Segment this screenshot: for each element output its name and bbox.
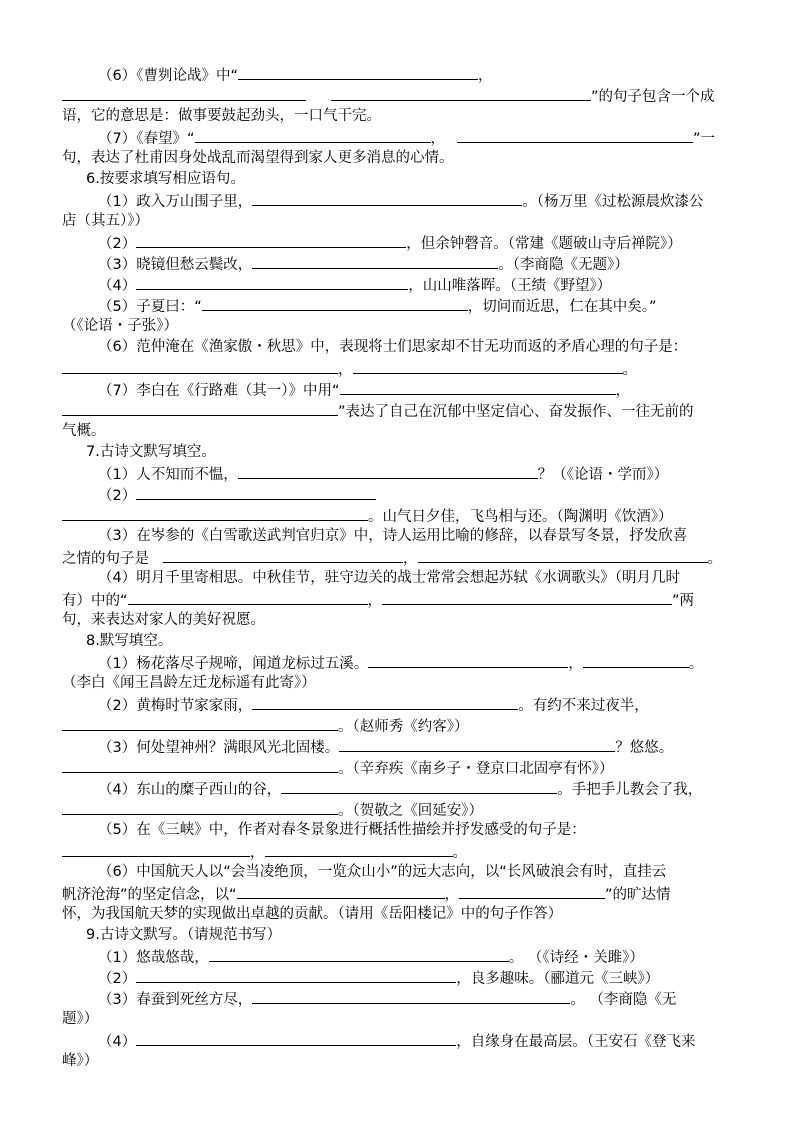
text: 。手把手儿教会了我， [557, 782, 703, 798]
text: ？悠悠。 [615, 740, 674, 756]
q8-item3-line1 [98, 736, 673, 758]
blank[interactable] [583, 652, 689, 668]
q7-item2-line2 [62, 505, 673, 527]
text: 9.古诗文默写。（请规范书写） [86, 927, 282, 943]
q7-item3-line1 [98, 526, 687, 546]
blank[interactable] [252, 988, 570, 1004]
text: 店（其五）》） [62, 213, 149, 229]
text: （5）在《三峡》中，作者对春冬景象进行概括性描绘并抒发感受的句子是： [98, 822, 586, 838]
blank[interactable] [136, 484, 376, 500]
blank[interactable] [209, 946, 509, 962]
blank[interactable] [136, 232, 406, 248]
q6-item6-line1 [98, 337, 687, 357]
text: 句，来表达对家人的美好祝愿。 [62, 612, 265, 628]
q6-item1-line2 [62, 211, 149, 231]
text: （3）何处望神州？满眼风光北固楼。 [98, 740, 340, 756]
text: 之情的句子是 [62, 551, 149, 567]
text: （1）杨花落尽子规啼，闻道龙标过五溪。 [98, 656, 369, 672]
q5-item6-line2 [62, 85, 715, 107]
blank[interactable] [252, 253, 498, 269]
q5-item7-line2 [62, 148, 454, 168]
blank[interactable] [62, 715, 338, 731]
text: ， [615, 383, 630, 399]
text: （2） [98, 971, 137, 987]
text: 。 [452, 845, 467, 861]
q9-item1 [98, 946, 644, 968]
q8-item6-line3 [62, 904, 562, 924]
text: （1）悠哉悠哉， [98, 950, 209, 966]
blank[interactable] [237, 883, 445, 899]
q8-item6-line1 [98, 862, 666, 882]
text: ， [478, 68, 493, 84]
text: 帆济沧海”的坚定信念，以“ [62, 887, 237, 903]
text: （2）黄梅时节家家雨， [98, 698, 253, 714]
text: 。 [707, 551, 722, 567]
text: （6）中国航天人以“会当凌绝顶，一览众山小”的远大志向，以“长风破浪会有时，直挂云 [98, 864, 667, 880]
blank[interactable] [353, 358, 623, 374]
q9-item4-line1 [98, 1030, 695, 1052]
text: ， [338, 362, 353, 378]
text: 。（贺敬之《回延安》） [338, 803, 483, 819]
q7-item4-line1 [98, 568, 680, 588]
text: 句，表达了杜甫因身处战乱而渴望得到家人更多消息的心情。 [62, 150, 454, 166]
text: 题》） [62, 1011, 99, 1027]
text: 。 （李商隐《无 [570, 992, 677, 1008]
text: （6）范仲淹在《渔家傲・秋思》中，表现将士们思家却不甘无功而返的矛盾心理的句子是： [98, 339, 688, 355]
q9-heading [86, 925, 281, 945]
text: ， [367, 593, 383, 609]
q6-item7-line2 [62, 400, 694, 422]
text: （3）晓镜但愁云鬓改， [98, 257, 253, 273]
text: 峰》） [62, 1053, 99, 1069]
text: （5）子夏曰：“ [98, 299, 202, 315]
text: 。有约不来过夜半， [518, 698, 649, 714]
text: （2） [98, 488, 137, 504]
q7-item4-line2 [62, 589, 694, 611]
q6-item3 [98, 253, 629, 275]
q7-heading [86, 442, 216, 462]
text: 语，它的意思是：做事要鼓起劲头，一口气干完。 [62, 108, 381, 124]
text: ， [250, 845, 265, 861]
blank[interactable] [339, 736, 615, 752]
q7-item1 [98, 463, 668, 485]
blank[interactable] [457, 127, 693, 143]
blank[interactable] [62, 358, 338, 374]
text: （7）《春望》“ [98, 131, 195, 147]
blank[interactable] [368, 652, 568, 668]
text: 。山气日夕佳，飞鸟相与还。（陶渊明《饮酒》） [368, 509, 673, 525]
blank[interactable] [62, 505, 368, 521]
q8-item1-line1 [98, 652, 703, 674]
text: 。 （《诗经・关雎》） [508, 950, 644, 966]
blank[interactable] [163, 547, 403, 563]
q8-item2-line2 [62, 715, 469, 737]
blank[interactable] [62, 841, 250, 857]
text: ，自缘身在最高层。（王安石《登飞来 [456, 1034, 696, 1050]
text: 。（辛弃疾《南乡子・登京口北固亭有怀》） [338, 761, 614, 777]
q6-item6-line2 [62, 358, 637, 380]
q6-item5-line2 [62, 316, 178, 336]
text: （4）东山的糜子西山的谷， [98, 782, 282, 798]
text: ， [403, 551, 418, 567]
text: 气概。 [62, 423, 106, 439]
text: （3）春蚕到死丝方尽， [98, 992, 253, 1008]
blank[interactable] [136, 1030, 456, 1046]
q8-item5-line2 [62, 841, 467, 863]
q6-item1-line1 [98, 190, 703, 212]
text: （1）人不知而不愠， [98, 467, 238, 483]
text: ，切问而近思，仁在其中矣。” [467, 299, 657, 315]
q6-heading [86, 169, 245, 189]
q6-item4 [98, 274, 611, 296]
blank[interactable] [62, 85, 306, 101]
text: 。（李商隐《无题》） [498, 257, 629, 273]
blank[interactable] [136, 274, 408, 290]
blank[interactable] [136, 967, 456, 983]
blank[interactable] [238, 463, 538, 479]
text: （7）李白在《行路难（其一）》中用“ [98, 383, 340, 399]
q8-item5-line1 [98, 820, 586, 840]
blank[interactable] [128, 589, 368, 605]
text: 怀，为我国航天梦的实现做出卓越的贡献。（请用《岳阳楼记》中的句子作答） [62, 906, 563, 922]
blank[interactable] [62, 400, 338, 416]
text: ”一 [693, 131, 716, 147]
text: ， [444, 887, 460, 903]
text: 。（杨万里《过松源晨炊漆公 [522, 194, 704, 210]
q8-item1-line2 [62, 673, 316, 693]
blank[interactable] [62, 757, 338, 773]
text: （4）明月千里寄相思。中秋佳节，驻守边关的战士常常会想起苏轼《水调歌头》（明月几时 [98, 570, 680, 586]
q9-item4-line2 [62, 1051, 98, 1071]
text: ，良多趣味。（郦道元《三峡》） [456, 971, 660, 987]
text: 6.按要求填写相应语句。 [86, 171, 245, 187]
text: ？（《论语・学而》） [537, 467, 669, 483]
q9-item3-line2 [62, 1009, 98, 1029]
q6-item5-line1 [98, 295, 657, 317]
text: 8.默写填空。 [86, 633, 173, 649]
text: （1）政入万山围子里， [98, 194, 253, 210]
text: （2） [98, 236, 137, 252]
text: 。（赵师秀《约客》） [338, 719, 469, 735]
q6-item7-line3 [62, 421, 106, 441]
blank[interactable] [252, 694, 518, 710]
blank[interactable] [238, 64, 478, 80]
q7-item3-line2 [62, 547, 722, 569]
q5-item7-line1 [98, 127, 715, 149]
text: ， [568, 656, 583, 672]
text: ”表达了自己在沉郁中坚定信心、奋发振作、一往无前的 [338, 404, 694, 420]
text: ”两 [672, 593, 695, 609]
text: ”的句子包含一个成 [591, 89, 715, 105]
text: ”的旷达情 [605, 887, 671, 903]
q8-item4-line2 [62, 799, 483, 821]
blank[interactable] [340, 379, 616, 395]
text: （4） [98, 278, 137, 294]
text: ，山山唯落晖。（王绩《野望》） [408, 278, 612, 294]
blank[interactable] [281, 778, 557, 794]
blank[interactable] [62, 799, 338, 815]
text: （李白《闻王昌龄左迁龙标遥有此寄》） [62, 675, 316, 691]
q7-item2-line1 [98, 484, 376, 506]
q5-item6-line1 [98, 64, 493, 86]
blank[interactable] [459, 883, 605, 899]
text: ， [430, 131, 445, 147]
q6-item2 [98, 232, 682, 254]
q9-item3-line1 [98, 988, 676, 1010]
text: 7.古诗文默写填空。 [86, 444, 216, 460]
text: （《论语・子张》） [62, 318, 178, 334]
q8-item4-line1 [98, 778, 702, 800]
text: （3）在岑参的《白雪歌送武判官归京》中，诗人运用比喻的修辞，以春景写冬景，抒发欣喜 [98, 528, 688, 544]
text: ，但余钟磬音。（常建《题破山寺后禅院》） [406, 236, 682, 252]
blank[interactable] [265, 841, 453, 857]
text: 。 [622, 362, 637, 378]
text: （6）《曹刿论战》中“ [98, 68, 238, 84]
q8-heading [86, 631, 172, 651]
text: 。 [688, 656, 704, 672]
blank[interactable] [418, 547, 708, 563]
q8-item6-line2 [62, 883, 671, 905]
q7-item4-line3 [62, 610, 265, 630]
text: 有）中的“ [62, 593, 128, 609]
blank[interactable] [195, 127, 431, 143]
q8-item3-line2 [62, 757, 614, 779]
q5-item6-line3 [62, 106, 381, 126]
text: （4） [98, 1034, 137, 1050]
q9-item2 [98, 967, 659, 989]
blank[interactable] [331, 85, 591, 101]
blank[interactable] [382, 589, 672, 605]
q6-item7-line1 [98, 379, 630, 401]
blank[interactable] [252, 190, 522, 206]
q8-item2-line1 [98, 694, 649, 716]
blank[interactable] [202, 295, 468, 311]
